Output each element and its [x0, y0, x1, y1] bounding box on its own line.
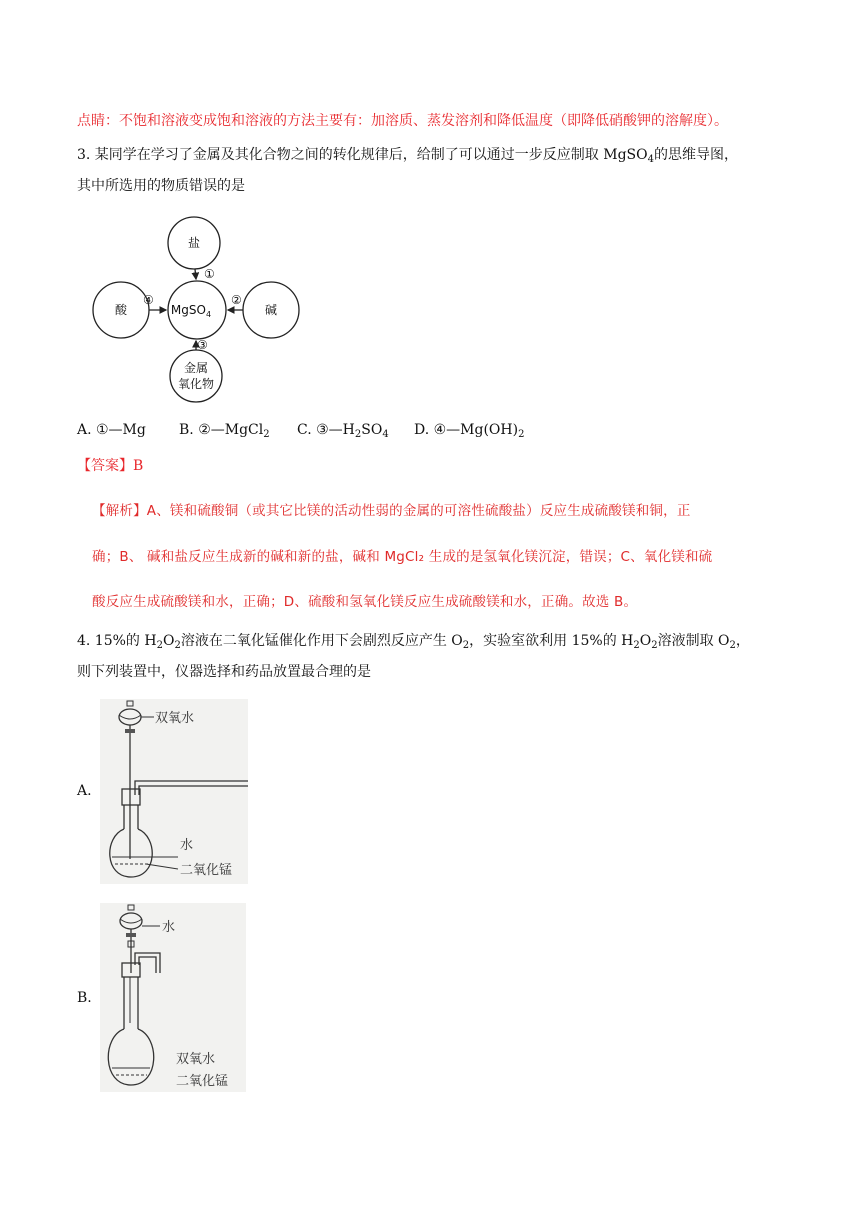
apparatus-b-bottom-label: 二氧化锰	[176, 1074, 229, 1089]
q3-line-1-tail: 的思维导图，	[654, 147, 738, 163]
hint-line: 点睛：不饱和溶液变成饱和溶液的方法主要有：加溶质、蒸发溶剂和降低温度（即降低硝酸钾的溶解度）。	[77, 113, 728, 129]
node-metal-oxide-label-1: 金属	[183, 361, 209, 375]
q3-line-1-sub: 4	[647, 154, 654, 165]
apparatus-b-flask-label: 双氧水	[176, 1052, 216, 1067]
q4-line-1: 4. 15%的 $H_2O_2$溶液在二氧化锰催化作用下会剧烈反应产生 $O_2$，实验室欲利用 15%的 $H_2O_2$溶液制取 $O_2$，	[77, 633, 750, 651]
arrow-1	[195, 269, 196, 279]
mind-map-diagram	[85, 215, 315, 405]
apparatus-b-drawing	[100, 903, 246, 1092]
option-a: A. ①—Mg	[77, 422, 146, 438]
q4-option-a-label: A.	[77, 783, 92, 799]
apparatus-a	[100, 699, 248, 884]
answer: 【答案】B	[77, 458, 144, 474]
apparatus-a-flask-label: 水	[180, 838, 194, 853]
analysis-line-1: 【解析】A、镁和硫酸铜（或其它比镁的活动性弱的金属的可溶性硫酸盐）反应生成硫酸镁和铜，正	[92, 503, 691, 519]
node-salt-label: 盐	[187, 236, 201, 250]
label-n3: ③	[197, 338, 208, 352]
apparatus-b-funnel-label: 水	[162, 920, 176, 935]
q4-option-b-label: B.	[77, 990, 92, 1006]
label-n4: ④	[143, 293, 154, 307]
apparatus-b	[100, 903, 246, 1092]
label-n2: ②	[231, 293, 242, 307]
node-base-label: 碱	[264, 303, 278, 317]
apparatus-a-funnel-label: 双氧水	[155, 711, 195, 726]
option-d: D. $④—Mg(OH)_2$	[414, 422, 525, 440]
option-c: C. $③—H_2SO_4$	[297, 422, 389, 440]
node-metal-oxide	[170, 350, 222, 402]
node-mgso4-label: MgSO$_4$	[170, 303, 212, 319]
analysis-line-2: 确；B、 碱和盐反应生成新的碱和新的盐，碱和 MgCl₂ 生成的是氢氧化镁沉淀，错误；C、氧化镁和硫	[92, 549, 713, 565]
apparatus-a-drawing	[100, 699, 248, 884]
apparatus-a-bottom-label: 二氧化锰	[180, 863, 233, 878]
q3-line-1	[77, 145, 738, 165]
option-b: B. ②—MgCl$_2$	[179, 422, 270, 440]
q3-line-2: 其中所选用的物质错误的是	[77, 178, 245, 194]
q3-line-1-text: 3. 某同学在学习了金属及其化合物之间的转化规律后，给制了可以通过一步反应制取 MgSO	[77, 147, 648, 163]
node-acid-label: 酸	[114, 303, 128, 317]
analysis-line-3: 酸反应生成硫酸镁和水，正确；D、硫酸和氢氧化镁反应生成硫酸镁和水，正确。故选 B。	[92, 594, 638, 610]
q4-line-2: 则下列装置中，仪器选择和药品放置最合理的是	[77, 664, 371, 680]
node-metal-oxide-label-2: 氧化物	[177, 377, 215, 391]
label-n1: ①	[204, 267, 215, 281]
